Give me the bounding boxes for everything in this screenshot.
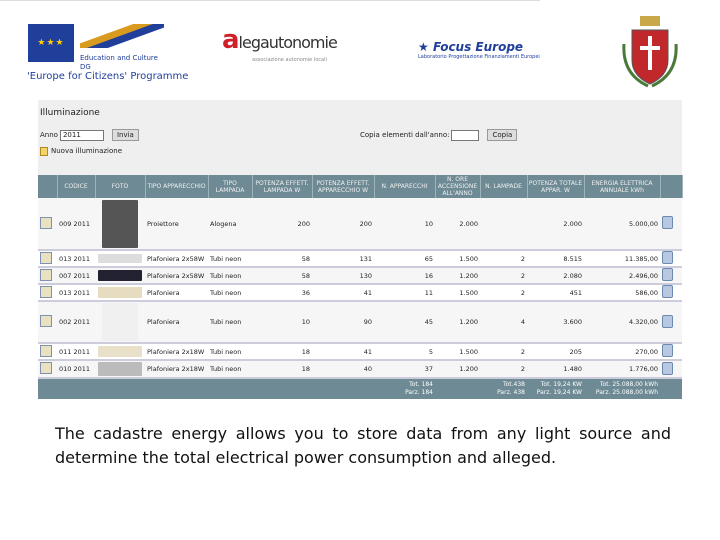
- cell-n-app: 10: [374, 198, 435, 250]
- focus-sub: Laboratorio Progettazione Finanziamenti Europei: [418, 54, 540, 60]
- cell-pot-lamp: 10: [252, 301, 312, 343]
- cell-n-app: 45: [374, 301, 435, 343]
- anno-label: Anno: [40, 130, 58, 139]
- cell-tipo-app: Proiettore: [145, 198, 208, 250]
- cell-codice: 007 2011: [57, 267, 95, 284]
- cell-n-lamp: [480, 198, 527, 250]
- edit-icon[interactable]: [40, 269, 52, 281]
- page-title: Illuminazione: [40, 108, 100, 118]
- cell-n-app: 5: [374, 343, 435, 360]
- photo-cell: [95, 267, 145, 284]
- lega-sub: associazione autonomie locali: [252, 57, 327, 63]
- cell-pot-app: 130: [312, 267, 374, 284]
- cell-tipo-lamp: Tubi neon: [208, 250, 252, 267]
- cell-ore: 2.000: [435, 198, 480, 250]
- table-row: [38, 343, 682, 360]
- cell-ore: 1.500: [435, 284, 480, 301]
- column-header[interactable]: POTENZA EFFETT. APPARECCHIO W: [312, 175, 374, 198]
- cell-pot-app: 200: [312, 198, 374, 250]
- legautonomie-logo: alegautonomie associazione autonomie locali: [222, 25, 337, 63]
- eu-flag-logo: ★★★: [28, 24, 74, 62]
- edit-icon[interactable]: [40, 252, 52, 264]
- total-n_lamp_parz: Parz. 438: [497, 389, 525, 396]
- eac-label: Education and Culture DG: [80, 54, 158, 71]
- delete-cell: [660, 198, 682, 250]
- anno-input[interactable]: 2011: [60, 130, 104, 141]
- cell-codice: 013 2011: [57, 284, 95, 301]
- header-blank: [38, 175, 57, 198]
- lamp-photo: [98, 287, 142, 298]
- copia-button[interactable]: Copia: [487, 129, 517, 141]
- lamp-photo: [98, 346, 142, 357]
- cell-ore: 1.500: [435, 343, 480, 360]
- cell-codice: 013 2011: [57, 250, 95, 267]
- cell-tipo-lamp: Tubi neon: [208, 360, 252, 378]
- focus-text: Focus Europe: [432, 40, 524, 54]
- cell-n-lamp: 2: [480, 284, 527, 301]
- column-header[interactable]: POTENZA EFFETT. LAMPADA W: [252, 175, 312, 198]
- cell-pot-tot: 205: [527, 343, 584, 360]
- total-en_tot: Tot. 25.088,00 kWh: [599, 381, 658, 388]
- cell-pot-lamp: 18: [252, 343, 312, 360]
- trash-icon[interactable]: [662, 344, 673, 357]
- total-n_app_tot: Tot. 184: [409, 381, 433, 388]
- nuova-label: Nuova illuminazione: [51, 147, 123, 155]
- lamp-photo: [98, 362, 142, 376]
- edit-cell: [38, 267, 57, 284]
- table-row: [38, 267, 682, 284]
- cell-n-app: 65: [374, 250, 435, 267]
- table-row: [38, 198, 682, 250]
- header-blank: [660, 175, 682, 198]
- table-row: [38, 360, 682, 378]
- caption: The cadastre energy allows you to store data from any light source and determine the total electrical power consumption and alleged.: [55, 424, 671, 467]
- delete-cell: [660, 284, 682, 301]
- cell-pot-lamp: 58: [252, 250, 312, 267]
- table-row: [38, 301, 682, 343]
- photo-cell: [95, 284, 145, 301]
- cell-pot-tot: 1.480: [527, 360, 584, 378]
- new-document-icon: [40, 147, 48, 156]
- cell-pot-lamp: 58: [252, 267, 312, 284]
- totals-row: [38, 378, 682, 399]
- total-en_parz: Parz. 25.088,00 kWh: [595, 389, 658, 396]
- column-header[interactable]: N. LAMPADE: [480, 175, 527, 198]
- cell-n-app: 37: [374, 360, 435, 378]
- cell-n-lamp: 2: [480, 360, 527, 378]
- cell-tipo-app: Plafoniera 2x58W: [145, 250, 208, 267]
- lamp-photo: [98, 254, 142, 263]
- table-row: [38, 284, 682, 301]
- cell-codice: 010 2011: [57, 360, 95, 378]
- cell-energia: 11.385,00: [584, 250, 660, 267]
- photo-cell: [95, 250, 145, 267]
- photo-cell: [95, 198, 145, 250]
- delete-cell: [660, 360, 682, 378]
- cell-tipo-lamp: Tubi neon: [208, 267, 252, 284]
- delete-cell: [660, 267, 682, 284]
- cell-pot-lamp: 18: [252, 360, 312, 378]
- lamp-photo: [98, 270, 142, 281]
- anno-form: [40, 129, 139, 141]
- coat-of-arms-icon: [618, 14, 682, 88]
- edit-cell: [38, 360, 57, 378]
- cell-pot-lamp: 200: [252, 198, 312, 250]
- cell-pot-app: 40: [312, 360, 374, 378]
- cell-ore: 1.200: [435, 301, 480, 343]
- column-header[interactable]: CODICE: [57, 175, 95, 198]
- trash-icon[interactable]: [662, 268, 673, 281]
- edit-icon[interactable]: [40, 315, 52, 327]
- lega-text: legautonomie: [238, 33, 337, 52]
- cell-codice: 002 2011: [57, 301, 95, 343]
- copia-label: Copia elementi dall'anno:: [360, 130, 450, 139]
- programme-label: 'Europe for Citizens' Programme: [27, 71, 189, 82]
- trash-icon[interactable]: [662, 251, 673, 264]
- cell-ore: 1.500: [435, 250, 480, 267]
- lamp-photo: [102, 303, 138, 341]
- copia-form: [360, 129, 517, 141]
- trash-icon[interactable]: [662, 362, 673, 375]
- trash-icon[interactable]: [662, 216, 673, 229]
- cell-pot-app: 90: [312, 301, 374, 343]
- cell-tipo-lamp: Tubi neon: [208, 343, 252, 360]
- column-header[interactable]: TIPO LAMPADA: [208, 175, 252, 198]
- edit-icon[interactable]: [40, 286, 52, 298]
- edit-cell: [38, 250, 57, 267]
- cell-pot-tot: 451: [527, 284, 584, 301]
- illuminazione-panel: [38, 100, 682, 396]
- cell-ore: 1.200: [435, 267, 480, 284]
- cell-n-lamp: 2: [480, 267, 527, 284]
- divider: [0, 0, 540, 1]
- edit-cell: [38, 198, 57, 250]
- lamp-photo: [102, 200, 138, 248]
- cell-n-lamp: 2: [480, 250, 527, 267]
- cell-energia: 4.320,00: [584, 301, 660, 343]
- copia-input[interactable]: [451, 130, 479, 141]
- cell-ore: 1.200: [435, 360, 480, 378]
- photo-cell: [95, 301, 145, 343]
- cell-n-lamp: 4: [480, 301, 527, 343]
- table-row: [38, 250, 682, 267]
- cell-tipo-app: Plafoniera: [145, 284, 208, 301]
- column-header[interactable]: N. APPARECCHI: [374, 175, 435, 198]
- column-header[interactable]: N. ORE ACCENSIONE ALL'ANNO: [435, 175, 480, 198]
- cell-pot-app: 131: [312, 250, 374, 267]
- cell-pot-tot: 8.515: [527, 250, 584, 267]
- nuova-illuminazione-link[interactable]: [40, 147, 122, 156]
- photo-cell: [95, 343, 145, 360]
- column-header[interactable]: TIPO APPARECCHIO: [145, 175, 208, 198]
- cell-tipo-lamp: Tubi neon: [208, 301, 252, 343]
- column-header[interactable]: FOTO: [95, 175, 145, 198]
- cell-tipo-lamp: Tubi neon: [208, 284, 252, 301]
- cell-energia: 270,00: [584, 343, 660, 360]
- cell-n-lamp: 2: [480, 343, 527, 360]
- total-pot_tot: Tot. 19,24 KW: [540, 381, 582, 388]
- total-n_app_parz: Parz. 184: [405, 389, 433, 396]
- focus-europe-logo: ★ Focus Europe Laboratorio Progettazione Finanziamenti Europei: [418, 40, 540, 60]
- cell-tipo-app: Plafoniera 2x18W: [145, 343, 208, 360]
- total-pot_parz: Parz. 19,24 KW: [536, 389, 582, 396]
- edit-icon[interactable]: [40, 362, 52, 374]
- cell-codice: 011 2011: [57, 343, 95, 360]
- edit-cell: [38, 301, 57, 343]
- invia-button[interactable]: Invia: [112, 129, 139, 141]
- trash-icon[interactable]: [662, 315, 673, 328]
- cell-pot-tot: 2.080: [527, 267, 584, 284]
- cell-energia: 5.000,00: [584, 198, 660, 250]
- cell-n-app: 16: [374, 267, 435, 284]
- cell-pot-tot: 2.000: [527, 198, 584, 250]
- total-n_lamp_tot: Tot.438: [502, 381, 525, 388]
- edit-cell: [38, 343, 57, 360]
- table-header: [38, 175, 682, 198]
- cell-tipo-app: Plafoniera 2x18W: [145, 360, 208, 378]
- cell-pot-lamp: 36: [252, 284, 312, 301]
- cell-energia: 2.496,00: [584, 267, 660, 284]
- cell-tipo-lamp: Alogena: [208, 198, 252, 250]
- delete-cell: [660, 301, 682, 343]
- column-header[interactable]: ENERGIA ELETTRICA ANNUALE kWh: [584, 175, 660, 198]
- cell-n-app: 11: [374, 284, 435, 301]
- edit-icon[interactable]: [40, 345, 52, 357]
- delete-cell: [660, 343, 682, 360]
- cell-energia: 1.776,00: [584, 360, 660, 378]
- cell-pot-tot: 3.600: [527, 301, 584, 343]
- cell-tipo-app: Plafoniera: [145, 301, 208, 343]
- cell-pot-app: 41: [312, 343, 374, 360]
- trash-icon[interactable]: [662, 285, 673, 298]
- cell-tipo-app: Plafoniera 2x58W: [145, 267, 208, 284]
- cell-codice: 009 2011: [57, 198, 95, 250]
- eac-logo: [80, 24, 164, 71]
- cell-energia: 586,00: [584, 284, 660, 301]
- cell-pot-app: 41: [312, 284, 374, 301]
- edit-cell: [38, 284, 57, 301]
- column-header[interactable]: POTENZA TOTALE APPAR. W: [527, 175, 584, 198]
- photo-cell: [95, 360, 145, 378]
- illuminazione-table: [38, 175, 683, 399]
- edit-icon[interactable]: [40, 217, 52, 229]
- delete-cell: [660, 250, 682, 267]
